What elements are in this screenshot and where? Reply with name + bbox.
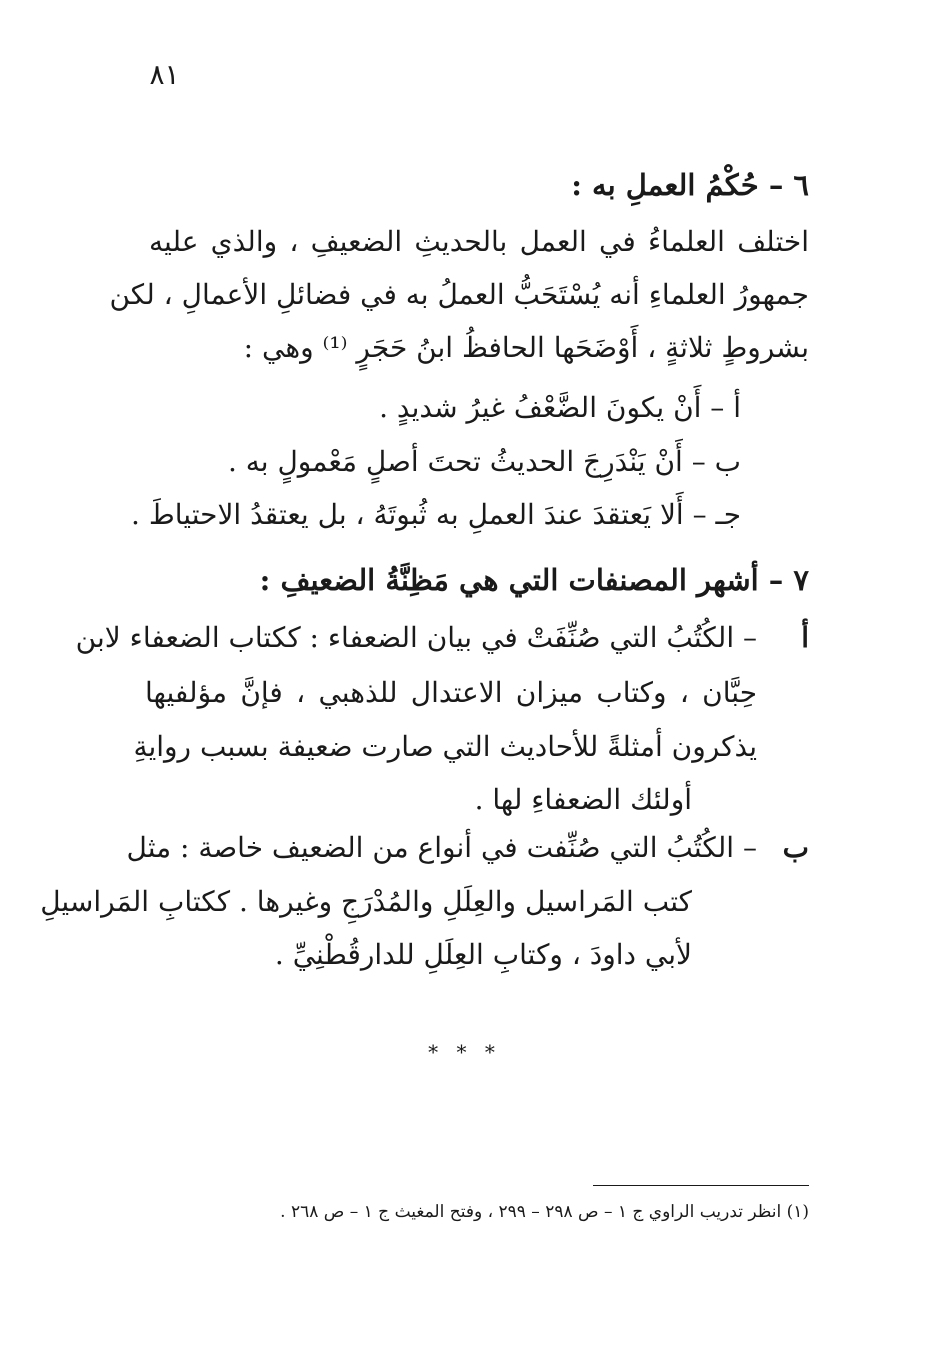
section-6-heading: ٦ – حُكْمُ العملِ به :	[571, 168, 809, 202]
item-a-line-2: حِبَّان ، وكتاب ميزان الاعتدال للذهبي ، فإنَّ مؤلفيها	[145, 676, 757, 709]
paragraph-line-2: جمهورُ العلماءِ أنه يُسْتَحَبُّ العملُ به في فضائلِ الأعمالِ ، لكن	[109, 278, 809, 311]
item-a-line-3: يذكرون أمثلةً للأحاديث التي صارت ضعيفة بسبب روايةِ	[133, 730, 757, 763]
item-a-line-1	[75, 618, 809, 658]
item-b-marker: ب	[782, 831, 809, 864]
paragraph-line-1: اختلف العلماءُ في العمل بالحديثِ الضعيفِ ، والذي عليه	[149, 225, 809, 258]
item-b-line-1	[126, 828, 809, 868]
condition-c: جـ – أَلا يَعتقدَ عندَ العملِ به ثُبوتَهُ ، بل يعتقدُ الاحتياطَ .	[131, 498, 741, 531]
item-a-line-4: أولئك الضعفاءِ لها .	[474, 783, 692, 816]
item-b-text-1: – الكُتُبُ التي صُنِّفت في أنواع من الضعيف خاصة : مثل	[126, 831, 757, 864]
footnote: (١) انظر تدريب الراوي ج ١ – ص ٢٩٨ – ٢٩٩ ، وفتح المغيث ج ١ – ص ٢٦٨ .	[280, 1202, 809, 1222]
item-a-text-1: – الكُتُبُ التي صُنِّفَتْ في بيان الضعفاء : ككتاب الضعفاء لابن	[75, 621, 757, 654]
condition-a: أ – أَنْ يكونَ الضَّعْفُ غيرُ شديدٍ .	[379, 391, 741, 424]
item-b-line-3: لأبي داودَ ، وكتابِ العِلَلِ للدارقُطْنِيِّ .	[274, 938, 692, 971]
section-7-heading: ٧ – أشهر المصنفات التي هي مَظِنَّةُ الضعيفِ :	[259, 563, 809, 597]
page-number: ٨١	[149, 58, 180, 91]
item-a-marker: أ	[801, 621, 809, 654]
footnote-divider	[593, 1185, 809, 1186]
item-b-line-2: كتب المَراسيل والعِلَلِ والمُدْرَجِ وغيرها . ككتابِ المَراسيلِ	[40, 885, 692, 918]
section-separator: * * *	[428, 1040, 501, 1064]
condition-b: ب – أَنْ يَنْدَرِجَ الحديثُ تحتَ أصلٍ مَعْمولٍ به .	[227, 445, 741, 478]
paragraph-line-3: بشروطٍ ثلاثةٍ ، أَوْضَحَها الحافظُ ابنُ حَجَرٍ ⁽¹⁾ وهي :	[243, 331, 809, 364]
